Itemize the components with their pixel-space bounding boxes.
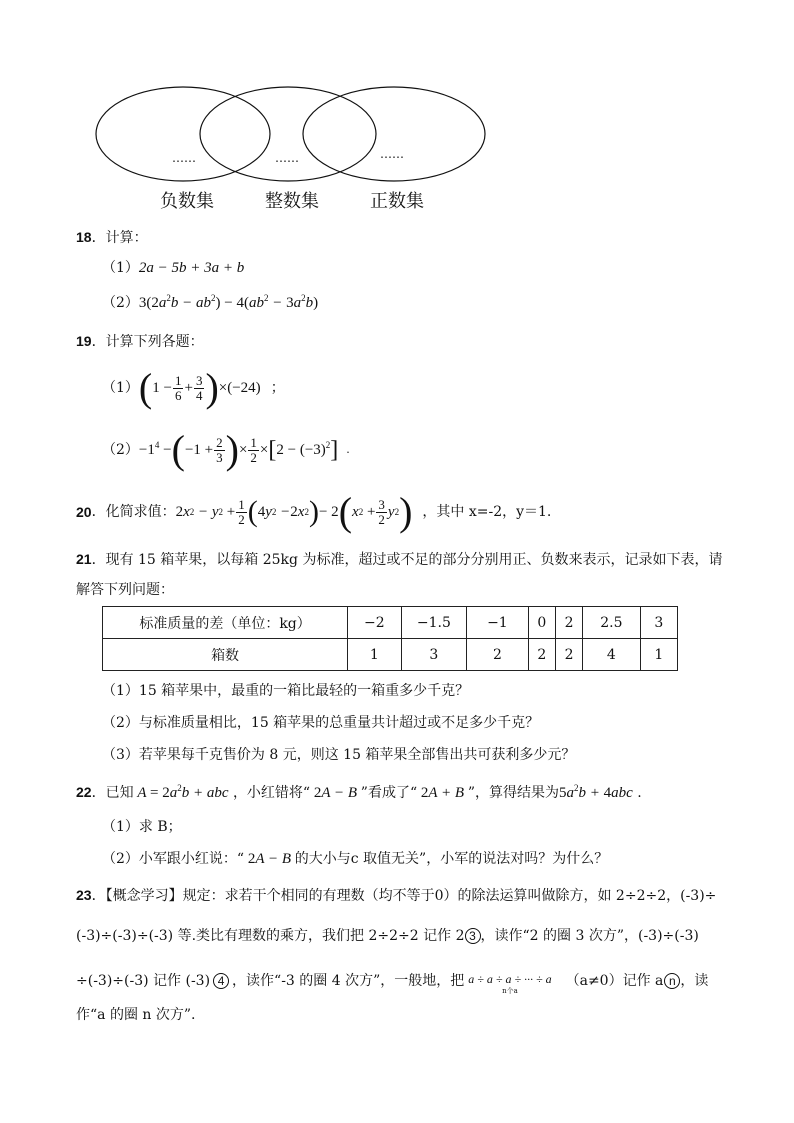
expression: 2 x 2 − y 2 + $\frac{1}{2}$ ( 4 y 2 − 2 x 2 ) − 2 ( x 2 + $\frac{3}{2}$ y 2 ): [175, 489, 413, 534]
text: ，读: [680, 973, 709, 989]
question-21-line-2: 解答下列问题：: [76, 582, 174, 598]
table-cell: 3: [640, 607, 677, 639]
text: .: [637, 785, 642, 801]
text: （2）小军跟小红说：“: [102, 851, 245, 867]
question-21-sub-2: （2）与标准质量相比，15 箱苹果的总重量共计超过或不足多少千克？: [102, 715, 540, 731]
negative-set-label: 负数集: [160, 191, 214, 212]
expression: ( 1 − $\frac{1}{6}$ + $\frac{3}{4}$ ) ×(−24): [138, 365, 261, 410]
venn-dots-2: ……: [275, 151, 299, 165]
table-cell: −1.5: [401, 607, 467, 639]
circle-3-symbol: 3: [465, 928, 481, 944]
question-number: 21: [76, 551, 92, 567]
expression-a: $A = 2a^2b$ + abc: [133, 783, 229, 801]
expression: 2a − 5b + 3a + b: [138, 260, 245, 276]
table-cell: 3: [401, 639, 467, 671]
part-tail: .: [346, 443, 350, 456]
question-19-heading: [76, 331, 204, 352]
text: ”看成了“: [360, 785, 418, 801]
question-23-line-3: [76, 966, 708, 996]
text: ，读作“-3 的圈 4 次方”，一般地，把: [232, 973, 465, 989]
question-title: ．化简求值：: [91, 504, 176, 520]
table-cell: −2: [348, 607, 401, 639]
table-header-cell: 标准质量的差（单位：kg）: [103, 607, 348, 639]
expression-2a-plus-b: 2A + B: [420, 785, 468, 801]
question-23-line-2: [76, 926, 699, 946]
question-21-line-1: [76, 549, 722, 570]
question-20: [76, 490, 551, 534]
text: ÷(-3)÷(-3) 记作 (-3): [76, 973, 211, 989]
table-cell: 2: [555, 639, 582, 671]
text: ，小红错将“: [232, 785, 311, 801]
question-tail: ，其中 x=-2，y＝1.: [422, 504, 552, 520]
table-cell: 2.5: [583, 607, 641, 639]
question-text: ．现有 15 箱苹果，以每箱 25kg 为标准，超过或不足的部分分别用正、负数来表示，记录如下表，请: [91, 552, 723, 568]
question-number: 19: [76, 333, 92, 349]
question-22: [76, 782, 642, 803]
expression-result: $5a^2b + 4abc$: [558, 783, 633, 801]
repeated-division-expression: [468, 972, 551, 996]
table-cell: 4: [583, 639, 641, 671]
table-row: [103, 639, 678, 671]
question-number: 20: [76, 504, 92, 520]
question-23-line-1: [76, 885, 716, 906]
table-cell: 2: [528, 639, 555, 671]
part-label: （1）: [102, 380, 139, 396]
circle-n-symbol: n: [664, 973, 680, 989]
expression-2a-minus-b: 2A − B: [313, 785, 361, 801]
part-label: （1）: [102, 260, 139, 276]
text: ，读作“2 的圈 3 次方”，(-3)÷(-3): [480, 928, 699, 944]
part-label: （2）: [102, 442, 139, 458]
question-title: ．计算：: [91, 230, 148, 246]
question-18-heading: [76, 227, 148, 248]
question-19-part-2: [102, 428, 350, 472]
apple-weight-table: [102, 606, 678, 671]
expression: $-1^4$ − ( −1 + $\frac{2}{3}$ ) × $\frac{1}{2}$ × [ $2 - (-3)^2$ ]: [138, 427, 339, 472]
question-number: 18: [76, 229, 92, 245]
venn-dots-3: ……: [380, 147, 404, 161]
expression-underbrace-label: n个a: [502, 987, 518, 995]
positive-set-label: 正数集: [370, 191, 424, 212]
question-18-part-1: [102, 258, 244, 278]
expression-2a-minus-b: 2A − B: [247, 851, 295, 867]
integer-set-label: 整数集: [265, 191, 319, 212]
text: (-3)÷(-3)÷(-3) 等.类比有理数的乘方，我们把 2÷2÷2 记作 2: [76, 928, 465, 944]
table-header-cell: 箱数: [103, 639, 348, 671]
question-23-line-4: 作“a 的圈 n 次方”.: [76, 1007, 196, 1023]
expression: $3(2a^2b - ab^2) - 4(ab^2 - 3a^2b)$: [138, 293, 319, 311]
question-number: 23: [76, 887, 92, 903]
table-cell: 0: [528, 607, 555, 639]
question-number: 22: [76, 784, 92, 800]
text: （a≠0）记作 a: [565, 973, 664, 989]
table-cell: −1: [467, 607, 529, 639]
text: ．已知: [91, 785, 134, 801]
question-22-sub-2: [102, 849, 608, 869]
question-title: ．计算下列各题：: [91, 334, 204, 350]
positive-set-ellipse: [303, 87, 485, 181]
text: 的大小与c 取值无关”，小军的说法对吗？为什么？: [294, 851, 609, 867]
question-21-sub-1: （1）15 箱苹果中，最重的一箱比最轻的一箱重多少千克？: [102, 683, 470, 699]
part-label: （2）: [102, 295, 139, 311]
expression: a ÷ a ÷ a ÷ ··· ÷ a: [468, 972, 552, 986]
text: ．【概念学习】规定：求若干个相同的有理数（均不等于0）的除法运算叫做除方，如 2÷2÷2，(-3)÷: [91, 888, 717, 904]
table-cell: 1: [640, 639, 677, 671]
question-18-part-2: [102, 293, 318, 313]
table-row: [103, 607, 678, 639]
text: ”，算得结果为: [467, 785, 559, 801]
circle-4-symbol: 4: [213, 973, 229, 989]
question-22-sub-1: （1）求 B；: [102, 819, 182, 835]
question-19-part-1: [102, 366, 285, 410]
venn-dots-1: ……: [172, 151, 196, 165]
table-cell: 2: [467, 639, 529, 671]
table-cell: 1: [348, 639, 401, 671]
table-cell: 2: [555, 607, 582, 639]
part-tail: ；: [270, 380, 285, 396]
question-21-sub-3: （3）若苹果每千克售价为 8 元，则这 15 箱苹果全部售出共可获利多少元？: [102, 747, 576, 763]
